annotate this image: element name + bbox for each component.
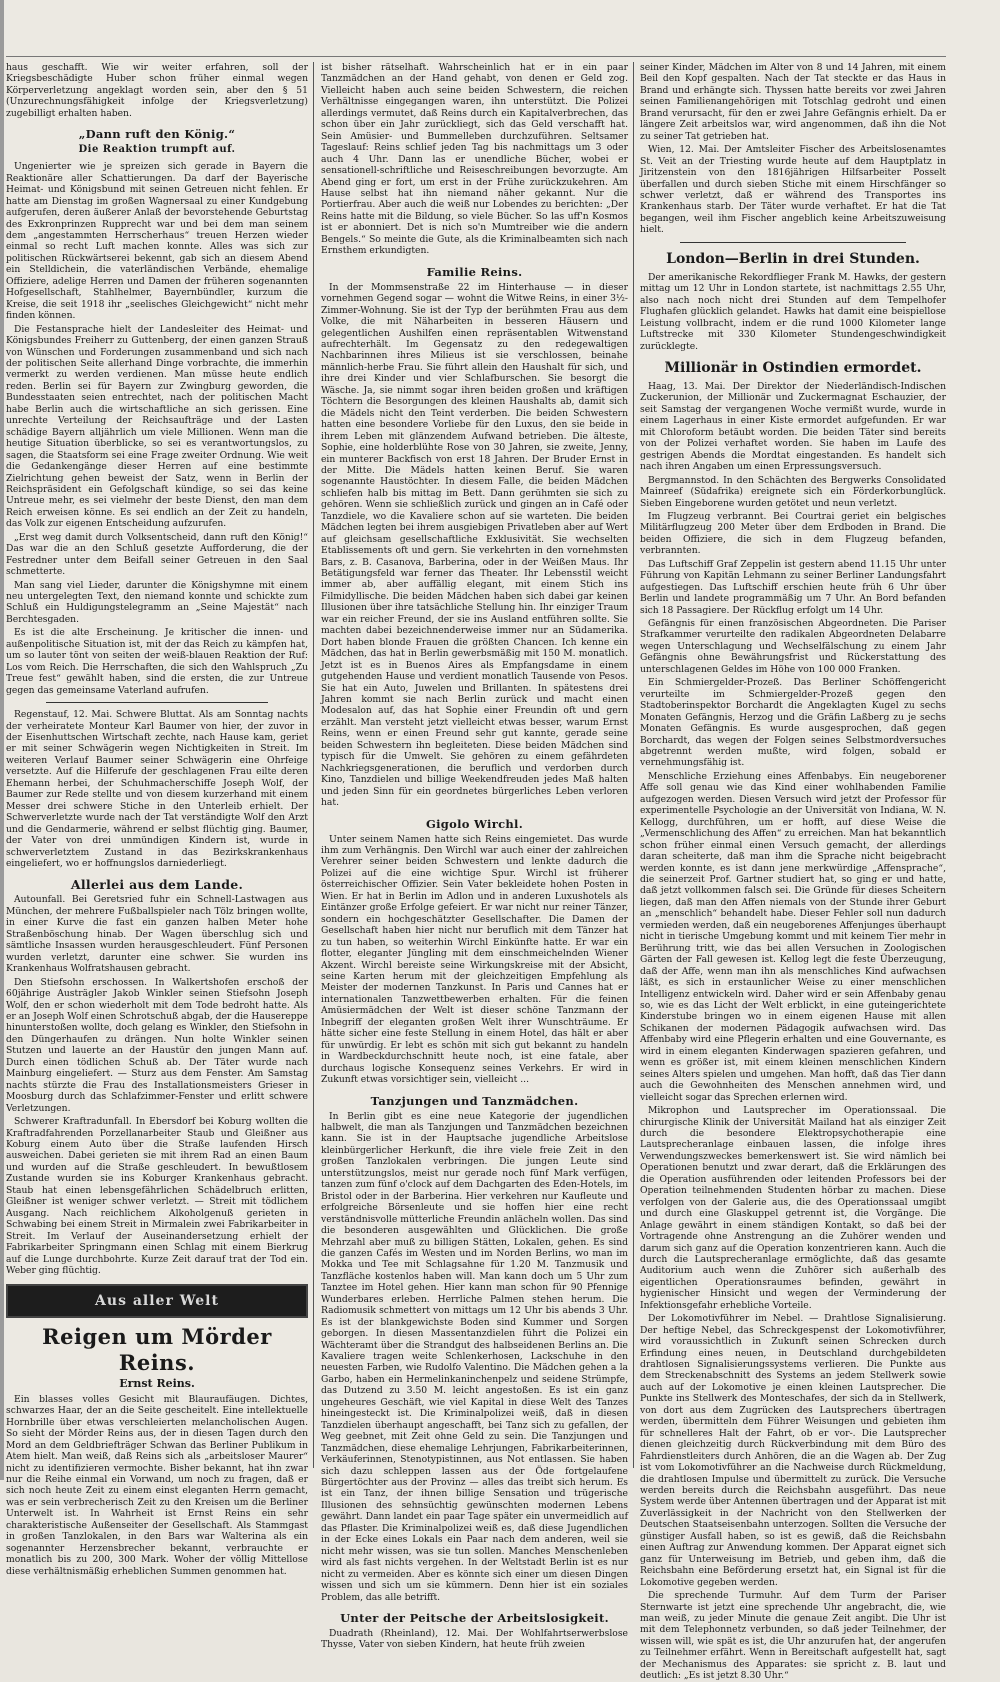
section-title-peitsche: Unter der Peitsche der Arbeitslosigkeit. [340,1611,609,1625]
sub-headline: Ernst Reins. [119,1377,195,1391]
column-3 [640,62,946,1682]
paragraph: Menschliche Erziehung eines Affenbabys. Ein neugeborener Affe soll genau wie das Kind einer wohlhabenden Familie aufgezogen werden. Diesen Versuch wird jetzt der Professor für experimentelle Psychologie an der Universität von Indiana, W. N. Kellogg, durchführen, um er hofft, auf diese Weise die „Vermenschlichung des Affen“ zu erreichen. Man hat bekanntlich schon früher einmal einen Versuch gemacht, der allerdings daran scheiterte, daß man ihm die Sprache nicht beigebracht werden konnte, es ist dann jene merkwürdige „Affensprache“, die seinerzeit Prof. Gartner studiert hat, so ging er und hatte, daß jetzt vollkommen falsch sei. Die Gründe für dieses Scheitern liegen, daß man den Affen niemals von der Stunde ihrer Geburt an „menschlich“ behandelt habe. Dieser Fehler soll nun dadurch vermieden werden, daß ein neugeborenes Affenjunges überhaupt nicht in tierische Umgebung kommt und mit keinem Tier mehr in Berührung tritt, wie das bei allen Versuchen in Zoologischen Gärten der Fall gewesen ist. Kellog legt die feste Überzeugung, daß der Affe, wenn man ihn als menschliches Kind aufwachsen läßt, es sich in erstaunlicher Weise zu einer menschlichen Intelligenz entwickeln wird. Daher wird er sein Affenbaby genau so, wie es das Licht der Welt erblickt, in eine guteingerichtete Kinderstube bringen wo in einem eigenen Hause mit allen Schikanen der modernen Pädagogik aufwachsen wird. Das Affenbaby wird eine Pflegerin erhalten und eine Gouvernante, es wird in einem eleganten Kinderwagen spazieren gefahren, und wenn es größer ist, mit einem kleinen menschlichen Kindern seines Alters spielen und umgehen. Man hofft, daß das Tier dann auch die Gewohnheiten des Menschen annehmen wird, und vielleicht sogar das Sprechen erlernen wird. [640,770,946,1103]
section-title-gigolo: Gigolo Wirchl. [425,816,524,831]
paragraph: „Erst weg damit durch Volksentscheid, dann ruft den König!“ Das war die an den Schluß gesetzte Aufforderung, die der Festredner unter dem Beifall seiner Getreuen in den Saal schmetterte. [6,531,308,578]
section-title-tanzjungen: Tanzjungen und Tanzmädchen. [370,1093,579,1108]
paragraph: Es ist die alte Erscheinung. Je kritischer die innen- und außenpolitische Situation ist, mit der das Reich zu kämpfen hat, um so lauter tönt von seiten der weiß-blauen Reaktion der Ruf: Los vom Reich. Die Herrschaften, die sich den Wahlspruch „Zu Treue fest“ gewählt haben, sind die ersten, die zur Untreue gegen das gemeinsame Vaterland aufrufen. [6,627,308,696]
divider [46,702,268,703]
paragraph: Der amerikanische Rekordflieger Frank M. Hawks, der gestern mittag um 12 Uhr in London startete, ist nachmittags 2.55 Uhr, also nach noch nicht drei Stunden auf dem Tempelhofer Flughafen glücklich gelandet. Hawks hat damit eine beispiellose Leistung vollbracht, indem er die rund 1000 Kilometer lange Luftstrecke mit 330 Kilometer Stundengeschwindigkeit zurücklegte. [640,271,946,352]
paragraph: Man sang viel Lieder, darunter die Königshymne mit einem neu untergelegten Text, den niemand konnte und schickte zum Schluß ein Huldigungstelegramm an „Seine Majestät“ nach Berchtesgaden. [6,579,308,625]
paragraph: Mikrophon und Lautsprecher im Operationssaal. Die chirurgische Klinik der Universität Mailand hat als einziger Zeit durch die besondere Elektropsychotherapie eine Lautsprecheranlage einbauen lassen, die infolge ihres Verwendungszweckes bemerkenswert ist. Sie wird nämlich bei Operationen benutzt und zwar derart, daß die Erklärungen des die Operation ausführenden oder leitenden Professors bei der Operation teilnehmenden Studenten hörbar zu machen. Diese verfolgen von der Galerie aus, die des Operationssaal umgibt und durch eine Glaskuppel getrennt ist, die Vorgänge. Die Anlage gewährt in einem ständigen Kontakt, so daß bei der Vortragende ohne Anstrengung an die Zuhörer wenden und darum sich ganz auf die Operation konzentrieren kann. Auch die durch die Lautsprecheranlage ermöglichte, daß das gesamte Auditorium auch wenn die Zuhörer sich außerhalb des eigentlichen Operationsraumes befinden, gewährt in hygienischer Hinsicht und wegen der Verminderung der Infektionsgefahr erhebliche Vorteile. [640,1105,946,1311]
paragraph: Der Lokomotivführer im Nebel. — Drahtlose Signalisierung. Der heftige Nebel, das Schreckgespenst der Lokomotivführer, wird voraussichtlich in Zukunft seinen Schrecken durch Erfindung eines neuen, in Deutschland durchgebildeten drahtlosen Signalisierungssystems verlieren. Die Punkte aus dem Streckenabschnitt des Systems an jedem Stellwerk sowie auch auf der Lokomotive je einen kleinen Lautsprecher. Die Punkte ins Stellwerk des Monteschafes, der sich da in Stellwerk, von dort aus dem Zugrücken des Lautsprechers übertragen werden, übermitteln dem Führer Weisungen und gebieten ihm für schnelleres Halt der Fahrt, ob er vor-. Die Lautsprecher dienen gleichzeitig durch Rückverbindung mit dem Büro des Fahrdienstleiters durch Anhören, die an die Wagen ab. Der Zug ist vom Lokomotivführer an die Nachweise durch Rückmeldung, die drahtlosen Impulse und übermittelt zu zurück. Die Versuche werden bereits durch die Reichsbahn ausgeführt. Das neue System werde über Antennen übertragen und der Apparat ist mit Zuverlässigkeit in der Nachricht von den Stellwerken der Deutschen Staatseisenbahn unterzogen. Sollten die Versuche der günstiger Ausfall haben, so ist es gewiß, daß die Reichsbahn einen Auftrag zur Anwendung kommen. Der Apparat eignet sich ganz für Unterweisung im Betrieb, und geben ihm, daß die Reichsbahn eine Beförderung ersetzt hat, ein Signal ist für die Lokomotive gegeben werden. [640,1313,946,1588]
column-1 [6,62,308,1577]
section-title-allerlei: Allerlei aus dem Lande. [70,877,244,893]
paragraph: Gefängnis für einen französischen Abgeordneten. Die Pariser Strafkammer verurteilte den radikalen Abgeordneten Delabarre wegen Unterschlagung und Wechselfälschung zu einem Jahr Gefängnis ohne Bewährungsfrist und Rückerstattung des unterschlagenen Geldes im Höhe von 100 000 Franken. [640,618,946,675]
section-banner: Aus aller Welt [6,1284,308,1318]
paragraph: Ein Schmiergelder-Prozeß. Das Berliner Schöffengericht verurteilte im Schmiergelder-Prozeß gegen den Stadtoberinspektor Borchardt die Angeklagten Kugel zu sechs Monaten Gefängnis, Herzog und die Gräfin Laßberg zu je sechs Monaten Gefängnis. Es wurde ausgesprochen, daß gegen Borchardt, das wegen der Folgen seines Selbstmordversuches abgetrennt werden mußte, wird folgen, sobald er vernehmungsfähig ist. [640,677,946,769]
headline-millionaer: Millionär in Ostindien ermordet. [664,359,922,376]
intro-paragraph: haus geschafft. Wie wir weiter erfahren, soll der Kriegsbeschädigte Huber schon früher einmal wegen Körperverletzung angeklagt worden sein, aber den § 51 (Unzurechnungsfähigkeit infolge der Kriegsverletzung) zugebilligt erhalten haben. [6,62,308,119]
column-2 [321,62,628,1651]
paragraph: Die Festansprache hielt der Landesleiter des Heimat- und Königsbundes Freiherr zu Guttenberg, der einen ganzen Strauß von Wünschen und Forderungen zusammenband und sich nach der politischen Seite allerhand Dinge vorbrachte, die immerhin vermerkt zu werden verdienen. Man müsse heute endlich reden. Berlin sei für Bayern zur Zwingburg geworden, die Bundesstaaten seien entrechtet, nach der politischen Macht habe Berlin auch die wirtschaftliche an sich gerissen. Eine unrechte Verteilung der Reichsaufträge und der Lasten schädige Bayern alljährlich um viele Millionen. Wenn man die heutige Situation überblicke, so sei es verantwortungslos, zu sagen, die Staatsform sei eine Frage zweiter Ordnung. Wie weit die Gedankengänge dieser Herren auf eine bestimmte Zielrichtung gehen beweist der Satz, wenn in Berlin der Reichspräsident ein Gefolgschaft kündige, so sei das keine Untreue mehr, es sei vielmehr der beste Dienst, den man dem Reich erweisen könne. Es sei endlich an der Zeit zu handeln, das Volk zur eigenen Entscheidung aufzurufen. [6,323,308,530]
divider [680,242,906,243]
paragraph: Im Flugzeug verbrannt. Bei Courtrai geriet ein belgisches Militärflugzeug 200 Meter über dem Erdboden in Brand. Die beiden Offiziere, die sich in dem Flugzeug befanden, verbrannten. [640,510,946,557]
paragraph: Ein blasses volles Gesicht mit Blauraufäugen. Dichtes, schwarzes Haar, der an die Seite gescheitelt. Eine intellektuelle Hornbrille über etwas verschleierten melancholischen Augen. So sieht der Mörder Reins aus, der in diesen Tagen durch den Mord an dem Geldbriefträger Schwan das Berliner Publikum in Atem hielt. Man weiß, daß Reins sich als „arbeitsloser Maurer“ nicht zu identifizieren vermochte. Bisher bekannt, hat ihn zwar nur die Reihe einmal ein Vorwand, um noch zu fragen, daß er sich noch heute Zeit zu einem einst eleganten Herrn gemacht, was er sein verbrecherisch Zeit zu den Kreisen um die Berliner Unterwelt ist. In Wahrheit ist Ernst Reins ein sehr charakteristische Außenseiter der Gesellschaft. Als Stammgast in großen Tanzlokalen, in den Bars war Walterina als ein sogenannter Herzensbrecher bekannt, verbrauchte er monatlich bis zu 200, 300 Mark. Woher der völlig Mittellose diese verhältnismäßig erheblichen Summen genommen hat. [6,1393,308,1577]
paragraph: Autounfall. Bei Geretsried fuhr ein Schnell-Lastwagen aus München, der mehrere Fußballspieler nach Tölz bringen wollte, in einer Kurve die fast ein ganzen halben Meter hohe Straßenböschung hinab. Der Wagen überschlug sich und sämtliche Insassen wurden herausgeschleudert. Fünf Personen wurden verletzt, darunter eine schwer. Sie wurden ins Krankenhaus Wolfratshausen gebracht. [6,894,308,975]
top-rule [6,56,946,57]
paragraph: Wien, 12. Mai. Der Amtsleiter Fischer des Arbeitslosenamtes St. Veit an der Triesting wurde heute auf dem Hauptplatz in Jiritzenstein von den 1816jährigen Hilfsarbeiter Posselt überfallen und durch sieben Stiche mit einem Hirschfänger so schwer verletzt, daß er während des Transportes ins Krankenhaus starb. Der Täter wurde verhaftet. Er hat die Tat begangen, weil ihm Fischer angeblich keine Arbeitszuweisung hielt. [640,144,946,236]
main-headline: Reigen um Mörder Reins. [42,1324,272,1376]
column-rule-2 [633,62,634,1468]
paragraph: Bergmannstod. In den Schächten des Bergwerks Consolidated Mainreef (Südafrika) ereignete sich ein Förderkorbunglück. Sieben Eingeborene wurden getötet und neun verletzt. [640,474,946,509]
section-title-familie: Familie Reins. [426,264,523,279]
paragraph: Das Luftschiff Graf Zeppelin ist gestern abend 11.15 Uhr unter Führung von Kapitän Lehmann zu seiner Berliner Landungsfahrt aufgestiegen. Das Luftschiff erschien heute früh 6 Uhr über Berlin und landete programmäßig um 7 Uhr. An Bord befanden sich 18 Passagiere. Der Rückflug erfolgt um 14 Uhr. [640,558,946,616]
paragraph-regenstauf: Regenstauf, 12. Mai. Schwere Bluttat. Als am Sonntag nachts der verheiratete Monteur Karl Baumer von hier, der zuvor in der Eisenhuttschen Wirtschaft zechte, nach Hause kam, geriet er mit seiner Schwägerin wegen Nichtigkeiten in Streit. Im weiteren Verlauf Baumer seiner Schwägerin eine Ohrfeige versetzte. Auf die Hilferufe der geschlagenen Frau eilte deren Ehemann herbei, der Schuhmacherschiffe Joseph Wolf, der Baumer zur Rede stellte und von diesem kurzerhand mit einem Messer drei schwere Stiche in den Unterleib erhielt. Der Schwerverletzte wurde nach der Tat verständigte Wolf den Arzt und die Gendarmerie, während er selbst flüchtig ging. Baumer, der Vater von drei unmündigen Kindern ist, wurde in schwerverletztem Zustand in das Bezirkskrankenhaus eingeliefert, wo er hoffnungslos darniederliegt. [6,709,308,869]
page-fold-edge [0,0,4,1480]
article-subtitle-reaktion: Die Reaktion trumpft auf. [78,144,236,156]
paragraph: In Berlin gibt es eine neue Kategorie der jugendlichen halbwelt, die man als Tanzjungen und Tanzmädchen bezeichnen kann. Sie ist in der Hauptsache jugendliche Arbeitslose kleinbürgerlicher Herkunft, die ihre viele freie Zeit in den großen Tanzlokalen verbringen. Die jungen Leute sind unterstützungslos, meist nur gerade noch fünf Mark verfügen, tanzen zum fünf o'clock auf dem Dachgarten des Eden-Hotels, im Bristol oder in der Barberina. Hier verkehren nur Kaufleute und erfolgreiche Börsenleute und sie hoffen hier eine recht verständnisvolle mütterliche Freundin anlächeln wollen. Das sind die besonderen ausgewählten und Glücklichen. Die große Mehrzahl aber muß zu billigen Stätten, Lokalen, gehen. Es sind die ganzen Cafés im Westen und im Norden Berlins, wo man im Mokka und Tee mit Schlagsahne für 1.20 M. Tanzmusik und Tanzfläche kostenlos haben will. Man kann doch um 5 Uhr zum Tanztee im Hotel gehen. Hier kann man schon für 90 Pfennige Wunderbares erleben. Herrliche Palmen stehen herum. Die Radiomusik schmettert von mittags um 12 Uhr bis abends 3 Uhr. Es ist der blankgewichste Boden sind Kummer und Sorgen geborgen. In diesen Massentanzdielen führt die Polizei ein Wächteramt über die Strandgut des halbseidenen Berlins an. Die Kavaliere tragen weite Schlenkerhosen, Lackschuhe in den neuesten Farben, wie Rudolfo Valentino. Die Mädchen gehen a la Garbo, haben ein Hermelinkaninchenpelz und seidene Strümpfe, das Dutzend zu 3.50 M. leicht angestoßen. Es ist ein ganz ungeheures Geschäft, wie viel Kapital in diese Welt des Tanzes hineingesteckt ist. Die Kriminalpolizei weiß, daß in diesen Tanzdielen überhaupt angeschafft, bei Tanz sich zu gefallen, der Weg geebnet, mit Zeit ohne Geld zu sein. Die Tanzjungen und Tanzmädchen, diese ehemalige Lehrjungen, Fabrikarbeiterinnen, Verkäuferinnen, Stenotypistinnen, aus Not entlassen. Sie haben sich dazu schleppen lassen aus der Öde fortgelaufene Bürgertöchter aus der Provinz — alles das treibt sich herum. Es ist ein Tanz, der ihnen billige Sensation und trügerische Illusionen des sehnsüchtig gewünschten modernen Lebens gewährt. Dann landet ein paar Tage später ein unvermeidlich auf das Pflaster. Die Kriminalpolizei weiß es, daß diese Jugendlichen in der Ecke eines Lokals ein Paar nach dem anderen, weil sie nicht mehr wissen, was sie tun sollen. Manches Menschenleben wird als fast nichts vergehen. In der Weltstadt Berlin ist es nur nicht zu vermeiden. Aber es könnte sich einer um diesen Dingen wissen und sich um sie kümmern. Denn hier ist ein soziales Problem, das alle betrifft. [321,1110,628,1603]
paragraph: ist bisher rätselhaft. Wahrscheinlich hat er in ein paar Tanzmädchen an der Hand gehabt, von denen er Geld zog. Vielleicht haben auch seine beiden Schwestern, die reichen Verhältnisse eingegangen waren, ihn unterstützt. Die Polizei allerdings vermutet, daß Reins durch ein Kapitalverbrechen, das schon über ein Jahr zurückliegt, sich das Geld verschafft hat. Sein Amüsier- und Bummelleben durchzuführen. Seltsamer Tageslauf: Reins schlief jeden Tag bis nachmittags um 3 oder auch 4 Uhr. Dann las er unendliche Bücher, wobei er sensationell-schriftliche und Reiseschreibungen bevorzugte. Am Abend ging er fort, um erst in der Frühe zurückzukehren. Am Hause selbst hat ihn niemand näher gekannt. Nur die Portierfrau. Aber auch die weiß nur Lobendes zu berichten: „Der Reins hatte mit die Bildung, so viele Bücher. So las uff'n Kosmos ist er abonniert. Det is nich so'n Mumtreiber wie die andern Bengels.“ So meinte die Gute, als die Kriminalbeamten sich nach Ernsthem erkundigten. [321,62,628,257]
paragraph: Haag, 13. Mai. Der Direktor der Niederländisch-Indischen Zuckerunion, der Millionär und Zuckermagnat Eschauzier, der seit Samstag der vergangenen Woche vermißt wurde, wurde in einem Lagerhaus in einer Kiste ermordet aufgefunden. Er war mit Chloroform betäubt worden. Die beiden Täter sind bereits von der Polizei verhaftet worden. Sie haben im Laufe des gestrigen Abends die Mordtat eingestanden. Es handelt sich nach ihren Angaben um einen Erpressungsversuch. [640,380,946,473]
paragraph: Duadrath (Rheinland), 12. Mai. Der Wohlfahrtserwerbslose Thysse, Vater von sieben Kindern, hat heute früh zweien [321,1628,628,1651]
paragraph: Ungenierter wie je spreizen sich gerade in Bayern die Reaktionäre aller Schattierungen. Da darf der Bayerische Heimat- und Königsbund mit seinen Getreuen nicht fehlen. Er hatte am Dienstag im großen Wagnersaal zu einer Kundgebung aufgerufen, deren äußerer Anlaß der bevorstehende Geburtstag des Exkronprinzen Rupprecht war und bei dem man seinem dem „angestammten Herrscherhaus“ treuen Herzen wieder einmal so recht Luft machen konnte. Alles was sich zur politischen Rückwärtserei bekennt, gab sich an diesem Abend ein Stelldichein, die vaterländischen Verbände, ehemalige Offiziere, adelige Herren und Damen der früheren sogenannten Hofgesellschaft, Stahlhelmer, Bayernbündler, kurzum die Kreise, die seit 1918 ihr „seelisches Gleichgewicht“ nicht mehr finden können. [6,161,308,322]
paragraph: seiner Kinder, Mädchen im Alter von 8 und 14 Jahren, mit einem Beil den Kopf gespalten. Nach der Tat steckte er das Haus in Brand und erhängte sich. Thyssen hatte bereits vor zwei Jahren seinen Familienangehörigen mit Totschlag gedroht und einen Brand verursacht, für den er zwei Jahre Gefängnis erhielt. Da er längere Zeit arbeitslos war, wird angenommen, daß ihn die Not zu seiner Tat getrieben hat. [640,62,946,142]
headline-london-berlin: London—Berlin in drei Stunden. [666,250,920,267]
paragraph: Den Stiefsohn erschossen. In Walkertshofen erschoß der 60jährige Austrägler Jakob Winkler seinen Stiefsohn Joseph Wolf, den er schon wiederholt mit dem Tode bedroht hatte. Als er an Joseph Wolf einen Schrotschuß abgab, der die Hausereppe hinunterstoßen wollte, doch gelang es Winkler, den Stiefsohn in den Düngerhaufen zu drängen. Nun holte Winkler seinen Stutzen und lauerte an der Haustür den jungen Mann auf. Durch einen tödlichen Schuß ab. Der Täter wurde nach Mainburg eingeliefert. — Sturz aus dem Fenster. Am Samstag nachts stürzte die Frau des Installationsmeisters Grieser in Moosburg durch das Schlafzimmer-Fenster und erlitt schwere Verletzungen. [6,976,308,1114]
article-title-koenig: „Dann ruft den König.“ [78,127,236,142]
column-rule-1 [313,62,314,1468]
paragraph: Schwerer Kraftradunfall. In Ebersdorf bei Koburg wollten die Kraftradfahrenden Porzellanarbeiter Staub und Gleißner aus Koburg einem Auto über die Straße laufenden Hirsch ausweichen. Dabei gerieten sie mit ihrem Rad an einen Baum und wurden auf die Straße geschleudert. In bewußtlosem Zustande wurden sie ins Koburger Krankenhaus gebracht. Staub hat einen lebensgefährlichen Schädelbruch erlitten, Gleißner ist weniger schwer verletzt. — Streit mit tödlichem Ausgang. Nach reichlichem Alkoholgenuß gerieten in Schwabing bei einem Streit in Mirmalein zwei Fabrikarbeiter in Streit. Im Verlauf der Auseinandersetzung erhielt der Fabrikarbeiter Springmann einen Schlag mit einem Bierkrug auf die Lunge durchbohrte. Kurze Zeit darauf trat der Tod ein. Weber ging flüchtig. [6,1116,308,1276]
paragraph: In der Mommsenstraße 22 im Hinterhause — in dieser vornehmen Gegend sogar — wohnt die Witwe Reins, in einer 3½-Zimmer-Wohnung. Sie ist der Typ der berühmten Frau aus dem Volke, die mit Näharbeiten in besseren Häusern und gelegentlichen Aushilfen einen repräsentablen Witwenstand aufrechterhält. Im Gegensatz zu den redegewaltigen Nachbarinnen ihres Milieus ist sie verschlossen, beinahe männlich-herbe Frau. Sie führt allein den Haushalt für sich, und ihre drei Kinder und vier Schlafburschen. Sie besorgt die Wäsche. Ja, sie nimmt sogar ihren beiden großen und kräftigen Töchtern die Besorgungen des kleinen Haushalts ab, damit sich die Mädels nicht den Teint verderben. Die beiden Schwestern hatten eine besondere Vorliebe für den Luxus, den sie beide in ihrem Leben mit glänzendem Aufwand betrieben. Die älteste, Sophie, eine holderblühte Rose von 30 Jahren, sie zweite, Jenny, ein munterer Backfisch von erst 18 Jahren. Der Bruder Ernst in der Mitte. Die Mädels hatten keinen Beruf. Sie waren sogenannte Haustöchter. In diesem Falle, die beiden Mädchen schliefen halb bis mittag im Bett. Dann gerühmten sie sich zu gehören. Wenn sie schließlich zurück und gingen an in Café oder Tanzdiele, wo die Kavaliere schon auf sie warteten. Die beiden Mädchen legten bei ihrem ausgiebigen Privatleben aber auf Wert auf gleichsam gesellschaftliche Exklusivität. Sie wechselten Etablissements oft und gern. Sie verkehrten in den vornehmsten Bars, z. B. Casanova, Barberina, oder in der Weißen Maus. Ihr Betätigungsfeld war ferner das Theater. Ihr Lebensstil weicht immer ab, aber auffällig elegant, mit einem Stich ins Filmidyllische. Die beiden Mädchen haben sich dabei gar keinen Illusionen über ihre tatsächliche Stellung hin. Ihr einziger Traum war ein reicher Freund, der sie ins Ausland entführen sollte. Sie machten dabei bezeichnenderweise immer nur an Südamerika. Dort haben blonde Frauen die größten Chancen. Ich kenne ein Mädchen, das hat in Berlin gewerbsmäßig mit 150 M. monatlich. Jetzt ist es in Buenos Aires als Empfangsdame in einem gutgehenden Hause und verdient monatlich Tausende von Pesos. Sie hat ein Auto, Juwelen und Brillanten. In spätestens drei Jahren kommt sie nach Berlin zurück und macht einen Modesalon auf, das hat Sophie einer Freundin oft und gern erzählt. Man versteht jetzt vielleicht etwas besser, warum Ernst Reins, wenn er einen Freund sehr gut kannte, gerade seine beiden Schwestern ihn begleiteten. Diese beiden Mädchen sind typisch für die Umwelt. Sie gehören zu einem gefährdeten Nachkriegsgenerationen, die beruflich und verdorben durch Kino, Tanzdielen und billige Weekendfreuden jedes Maß halten und jeden Sinn für ein geordnetes bürgerliches Leben verloren hat. [321,281,628,809]
paragraph: Unter seinem Namen hatte sich Reins eingemietet. Das wurde ihm zum Verhängnis. Den Wirchl war auch einer der zahlreichen Verehrer seiner beiden Schwestern und lenkte dadurch die Polizei auf die eine wichtige Spur. Wirchl ist früherer österreichischer Offizier. Sein Vater bekleidete hohen Posten in Wien. Er hat in Berlin im Adlon und in anderen Luxushotels als Eintänzer große Erfolge gefeiert. Er war nicht nur reiner Tänzer, sondern ein hochgeschätzter Gesellschafter. Die Damen der Gesellschaft haben hier nicht nur beruflich mit dem Tänzer hat zu tun haben, so weiterhin Wirchl Einkünfte hatte. Er war ein flotter, eleganter Jüngling mit dem einschmeichelnden Wiener Akzent. Wirchl bereiste seine Wirkungskreise mit der Absicht, seine Karten herum mit der gleichzeitigen Empfehlung als Meister der modernen Tanzkunst. In Paris und Cannes hat er internationalen Tanzwettbewerben erhalten. Für die feinen Amüsiermädchen der Welt ist dieser schöne Tanzmann der Inbegriff der eleganten großen Welt ihrer Wunschträume. Er hätte sicher eine feste Stellung in einem Hotel, das hält er aber für unwürdig. Er lebt es schön mit sich gut bekannt zu handeln in Wardbeckdurchschnitt heute noch, ist eine fatale, aber durchaus logische Konsequenz seines Verkehrs. Er wird in Zukunft etwas vorsichtiger sein, vielleicht ... [321,833,628,1086]
paragraph: Die sprechende Turmuhr. Auf dem Turm der Pariser Sternwarte ist jetzt eine sprechende Uhr angebracht, die, wie man weiß, zu jeder Minute die genaue Zeit angibt. Die Uhr ist mit dem Telephonnetz verbunden, so daß jeder Teilnehmer, der wissen will, wie spät es ist, die Uhr anzurufen hat, der angerufen zu Teilnehmer erfährt. Wenn in Bereitschaft aufgestellt hat, sagt der Mechanismus des Apparates: sie spricht z. B. laut und deutlich: „Es ist jetzt 8.30 Uhr.“ [640,1590,946,1682]
